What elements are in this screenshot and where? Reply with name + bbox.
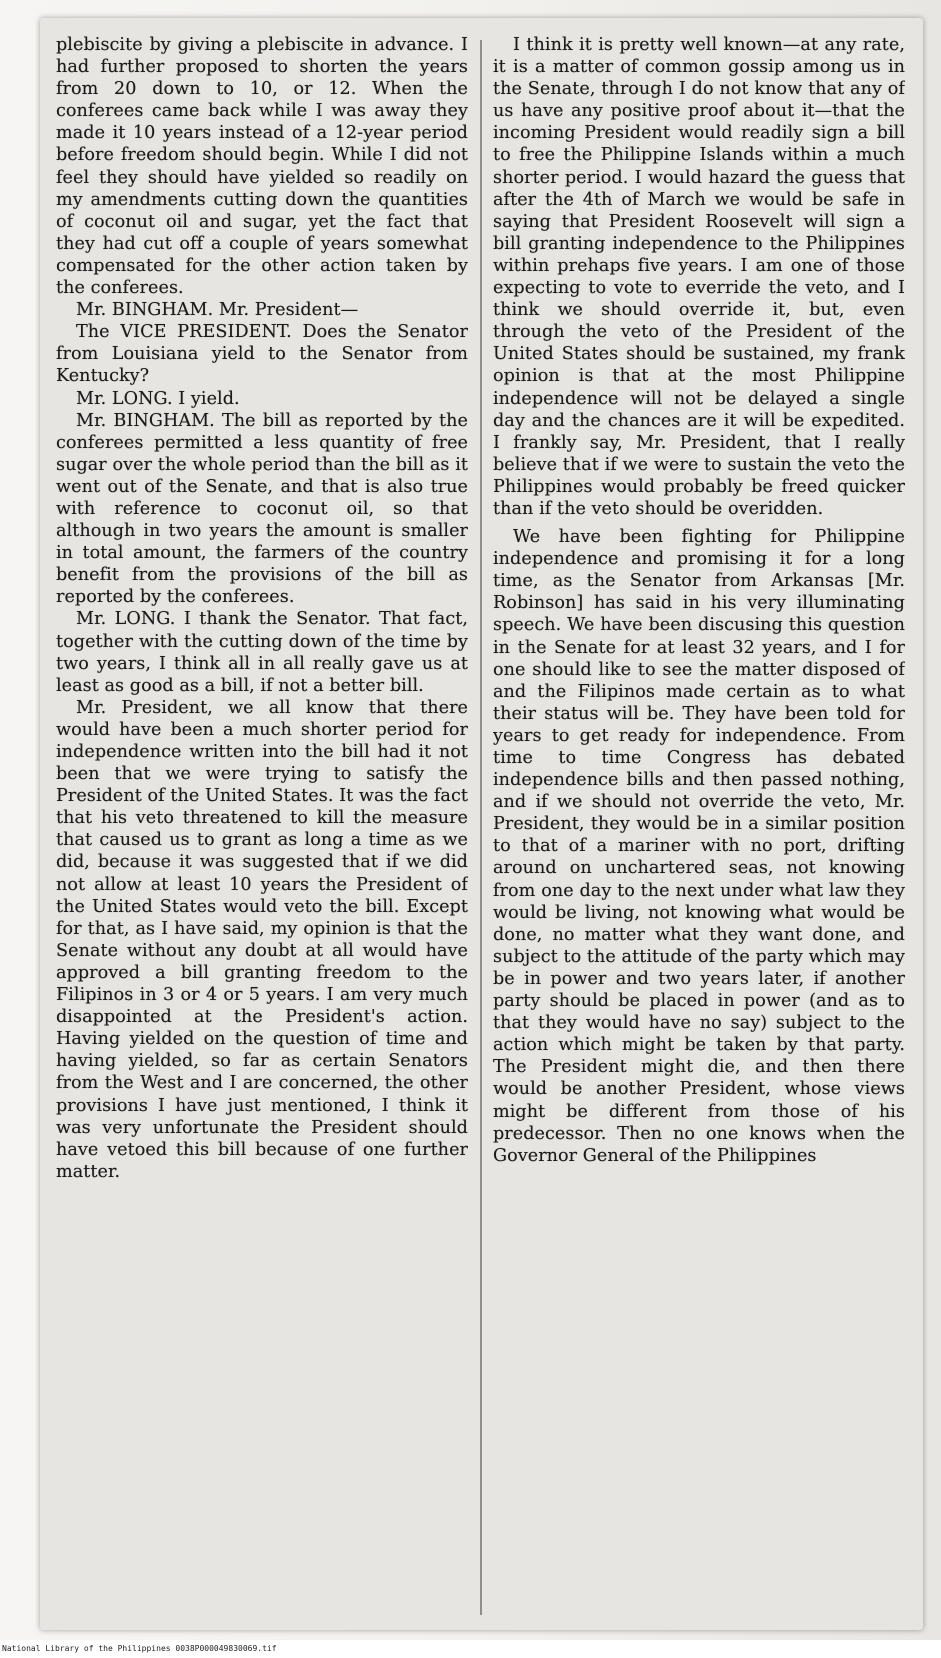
- column-divider: [480, 40, 482, 1615]
- paragraph: The VICE PRESIDENT. Does the Senator from Louisiana yield to the Senator from Kentucky?: [56, 322, 468, 387]
- right-column: [493, 34, 905, 1614]
- paragraph: Mr. LONG. I yield.: [76, 388, 240, 409]
- paragraph: We have been fighting for Philippine independence and promising it for a long time, as the Senator from Arkansas [Mr. Robinson] has said in his very illuminating speech. We have been discusing this question in the Senate for at least 32 years, and I for one should like to see the matter disposed of and the Filipinos made certain as to what their status will be. They have been told for years to get ready for independence. From time to time Congress has debated independence bills and then passed nothing, and if we should not override the veto, Mr. President, they would be in a similar position to that of a mariner with no port, drifting around on unchartered seas, not knowing from one day to the next under what law they would be living, not knowing what would be done, no matter what they want done, and subject to the attitude of the party which may be in power and two years later, if another party should be placed in power (and as to that they would have no say) subject to the action which might be taken by that party. The President might die, and then there would be another President, whose views might be different from those of his predecessor. Then no one knows when the Governor General of the Philippines: [493, 527, 905, 1166]
- paragraph: Mr. LONG. I thank the Senator. That fact, together with the cutting down of the time by two years, I think all in all really gave us at least as good as a bill, if not a better bill.: [56, 609, 468, 696]
- paragraph: Mr. President, we all know that there would have been a much shorter period for independence written into the bill had it not been that we were trying to satisfy the President of the United States. It was the fact that his veto threatened to kill the measure that caused us to grant as long a time as we did, because it was suggested that if we did not allow at least 10 years the President of the United States would veto the bill. Except for that, as I have said, my opinion is that the Senate without any doubt at all would have approved a bill granting freedom to the Filipinos in 3 or 4 or 5 years. I am very much disappointed at the President's action. Having yielded on the question of time and having yielded, so far as certain Senators from the West and I are concerned, the other provisions I have just mentioned, I think it was very unfortunate the President should have vetoed this bill because of one further matter.: [56, 697, 468, 1182]
- paragraph: Mr. BINGHAM. The bill as reported by the conferees permitted a less quantity of free sugar over the whole period than the bill as it went out of the Senate, and that is also true with reference to coconut oil, so that although in two years the amount is smaller in total amount, the farmers of the country benefit from the provisions of the bill as reported by the conferees.: [56, 410, 468, 608]
- left-column: [56, 34, 468, 1614]
- scan-footer: National Library of the Philippines 0038P000049830069.tif: [0, 1640, 941, 1658]
- paragraph: I think it is pretty well known—at any rate, it is a matter of common gossip among us in the Senate, through I do not know that any of us have any positive proof about it—that the incoming President would readily sign a bill to free the Philippine Islands within a much shorter period. I would hazard the guess that after the 4th of March we would be safe in saying that President Roosevelt will sign a bill granting independence to the Philippines within prehaps five years. I am one of those expecting to vote to everride the veto, and I think we should override it, but, even through the veto of the President of the United States should be sustained, my frank opinion is that at the most Philippine independence will not be delayed a single day and the chances are it will be expedited. I frankly say, Mr. President, that I really believe that if we were to sustain the veto the Philippines would probably be freed quicker than if the veto should be overidden.: [493, 35, 905, 519]
- paragraph: plebiscite by giving a plebiscite in advance. I had further proposed to shorten the years from 20 down to 10, or 12. When the conferees came back while I was away they made it 10 years instead of a 12-year period before freedom should begin. While I did not feel they should have yielded so readily on my amendments cutting down the quantities of coconut oil and sugar, yet the fact that they had cut off a couple of years somewhat compensated for the other action taken by the conferees.: [56, 35, 468, 299]
- paragraph: Mr. BINGHAM. Mr. President—: [76, 300, 359, 321]
